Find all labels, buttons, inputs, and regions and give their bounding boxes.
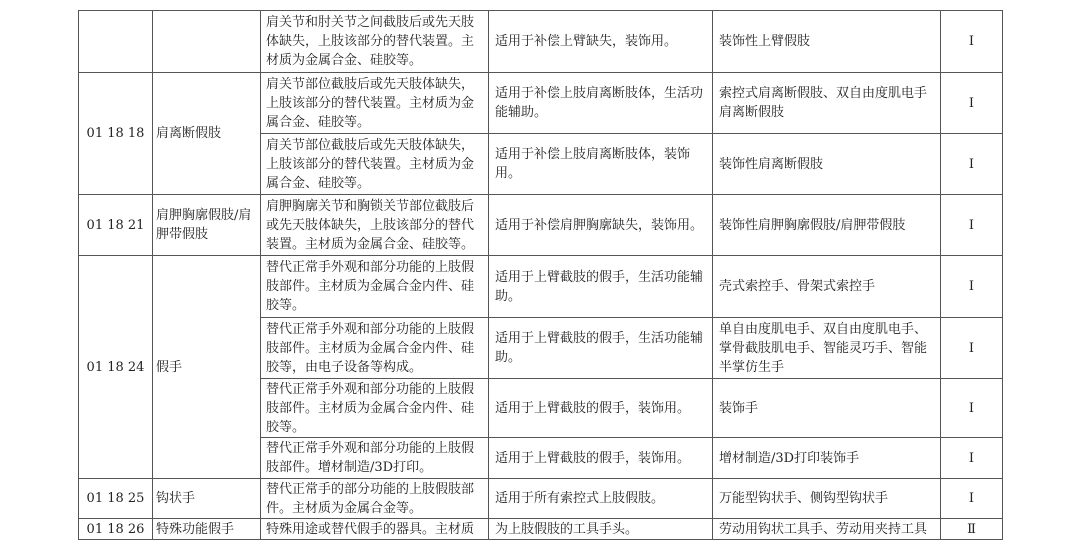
intended-use-cell: 适用于补偿肩胛胸廓缺失，装饰用。 [489,195,713,256]
description-cell: 肩关节和肘关节之间截肢后或先天肢体缺失，上肢该部分的替代装置。主材质为金属合金、硅胶等。 [261,11,489,73]
description-cell: 替代正常手外观和部分功能的上肢假肢部件。主材质为金属合金内件、硅胶等。 [261,379,489,438]
name-cell: 肩胛胸廓假肢/肩胛带假肢 [153,195,261,256]
catalog-table-container [78,10,1002,540]
table-row [79,519,1003,540]
class-cell: Ⅰ [941,438,1003,479]
description-cell: 替代正常手的部分功能的上肢假肢部件。主材质为金属合金等。 [261,479,489,519]
class-cell: Ⅰ [941,479,1003,519]
product-examples-cell: 万能型钩状手、侧钩型钩状手 [713,479,941,519]
class-cell: Ⅰ [941,11,1003,73]
class-cell: Ⅱ [941,519,1003,540]
medical-device-catalog-table [78,10,1003,540]
product-examples-cell: 劳动用钩状工具手、劳动用夹持工具 [713,519,941,540]
code-cell: 01 18 25 [79,479,153,519]
name-cell [153,11,261,73]
code-cell: 01 18 18 [79,73,153,195]
name-cell: 假手 [153,256,261,479]
description-cell: 肩胛胸廓关节和胸锁关节部位截肢后或先天肢体缺失，上肢该部分的替代装置。主材质为金属合金、硅胶等。 [261,195,489,256]
product-examples-cell: 增材制造/3D打印装饰手 [713,438,941,479]
code-cell [79,11,153,73]
table-row [79,73,1003,134]
product-examples-cell: 装饰性肩胛胸廓假肢/肩胛带假肢 [713,195,941,256]
intended-use-cell: 适用于所有索控式上肢假肢。 [489,479,713,519]
intended-use-cell: 适用于补偿上肢肩离断肢体，生活功能辅助。 [489,73,713,134]
product-examples-cell: 装饰手 [713,379,941,438]
description-cell: 替代正常手外观和部分功能的上肢假肢部件。增材制造/3D打印。 [261,438,489,479]
description-cell: 肩关节部位截肢后或先天肢体缺失，上肢该部分的替代装置。主材质为金属合金、硅胶等。 [261,73,489,134]
name-cell: 钩状手 [153,479,261,519]
code-cell: 01 18 26 [79,519,153,540]
table-row [79,195,1003,256]
description-cell: 替代正常手外观和部分功能的上肢假肢部件。主材质为金属合金内件、硅胶等，由电子设备等构成。 [261,318,489,379]
code-cell: 01 18 21 [79,195,153,256]
intended-use-cell: 适用于上臂截肢的假手，装饰用。 [489,379,713,438]
intended-use-cell: 适用于补偿上臂缺失，装饰用。 [489,11,713,73]
code-cell: 01 18 24 [79,256,153,479]
class-cell: Ⅰ [941,195,1003,256]
intended-use-cell: 适用于上臂截肢的假手，生活功能辅助。 [489,256,713,318]
class-cell: Ⅰ [941,379,1003,438]
description-cell: 肩关节部位截肢后或先天肢体缺失，上肢该部分的替代装置。主材质为金属合金、硅胶等。 [261,134,489,195]
description-cell: 特殊用途或替代假手的器具。主材质 [261,519,489,540]
class-cell: Ⅰ [941,318,1003,379]
name-cell: 特殊功能假手 [153,519,261,540]
description-cell: 替代正常手外观和部分功能的上肢假肢部件。主材质为金属合金内件、硅胶等。 [261,256,489,318]
class-cell: Ⅰ [941,73,1003,134]
class-cell: Ⅰ [941,256,1003,318]
product-examples-cell: 装饰性上臂假肢 [713,11,941,73]
product-examples-cell: 壳式索控手、骨架式索控手 [713,256,941,318]
product-examples-cell: 单自由度肌电手、双自由度肌电手、掌骨截肢肌电手、智能灵巧手、智能半掌仿生手 [713,318,941,379]
intended-use-cell: 适用于上臂截肢的假手，装饰用。 [489,438,713,479]
table-row [79,479,1003,519]
intended-use-cell: 适用于补偿上肢肩离断肢体，装饰用。 [489,134,713,195]
intended-use-cell: 适用于上臂截肢的假手，生活功能辅助。 [489,318,713,379]
intended-use-cell: 为上肢假肢的工具手头。 [489,519,713,540]
product-examples-cell: 装饰性肩离断假肢 [713,134,941,195]
name-cell: 肩离断假肢 [153,73,261,195]
table-row [79,256,1003,318]
table-row [79,11,1003,73]
product-examples-cell: 索控式肩离断假肢、双自由度肌电手肩离断假肢 [713,73,941,134]
class-cell: Ⅰ [941,134,1003,195]
